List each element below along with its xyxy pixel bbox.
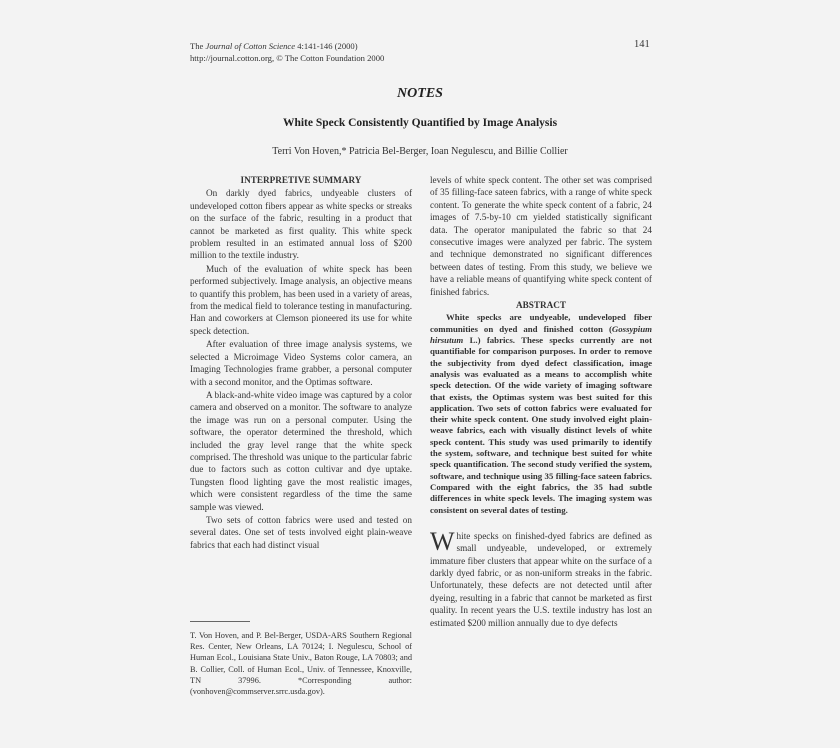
summary-continuation: levels of white speck content. The other set was comprised of 35 filling-face sateen fabrics, with a range of white speck content. To generate the white speck content of a fabric, 24 images of 7.5-by-10 cm yielded statistically significant data. The operator manipulated the fabric so that 24 consecutive images were analyzed per fabric. The system and technique demonstrated no significant differences between dates of testing. From this study, we believe we have a reliable means of quantifying white speck content of finished fabrics. (430, 175, 652, 297)
left-column (190, 174, 412, 552)
summary-paragraph: On darkly dyed fabrics, undyeable clusters of undeveloped cotton fibers appear as white specks or streaks on the surface of the fabric, resulting in a product that cannot be marketed as first quality. This white speck problem resulted in an estimated annual loss of $200 million to the textile industry. (190, 188, 412, 261)
summary-paragraph: After evaluation of three image analysis systems, we selected a Microimage Video Systems color camera, an Imaging Technologies frame grabber, a personal computer with a second monitor, and the Optimas software. (190, 339, 412, 387)
author-list: Terri Von Hoven,* Patricia Bel-Berger, Ioan Negulescu, and Billie Collier (272, 146, 568, 157)
section-label: NOTES (397, 86, 443, 101)
citation-line: The Journal of Cotton Science 4:141-146 (2000) (190, 41, 358, 51)
author-affiliations-footnote: T. Von Hoven, and P. Bel-Berger, USDA-ARS Southern Regional Res. Center, New Orleans, LA 70124; I. Negulescu, School of Human Ecol., Louisiana State Univ., Baton Rouge, LA 70803; and B. Collier, Coll. of Human Ecol., Univ. of Tennessee, Knoxville, TN 37996. *Corresponding author: (vonhoven@commserver.srrc.usda.gov). (190, 631, 412, 697)
interpretive-summary-heading: INTERPRETIVE SUMMARY (240, 175, 362, 185)
abstract-body (430, 312, 652, 515)
intro-paragraph: White specks on finished-dyed fabrics are defined as small undyeable, undeveloped, or extremely immature fiber clusters that appear white on the surface of a darkly dyed fabric, or as non-uniform streaks in the fabric. Unfortunately, these defects are not detected until after dyeing, resulting in a fabric that cannot be marketed as first quality. In recent years the U.S. textile industry has lost an estimated $200 million annually due to dye defects (430, 526, 652, 628)
abstract-paragraph: White specks are undyeable, undeveloped fiber communities on dyed and finished cotton (Gossypium hirsutum L.) fabrics. These specks currently are not quantifiable for comparison purposes. In order to remove the subjectivity from dyed defect classification, image analysis was evaluated as a means to accomplish white speck detection. Of the wide variety of imaging software that exists, the Optimas system was best suited for this application. Two sets of cotton fabrics were evaluated for their white speck content. One study involved eight plain-weave fabrics, each with visually distinct levels of white speck content. This study was used primarily to identify the system, software, and technique best suited for white speck quantification. The second study verified the system, software, and technique using 35 filling-face sateen fabrics. Compared with the eight fabrics, the 35 had subtle differences in white speck levels. The imaging system was consistent on several dates of testing. (430, 312, 652, 515)
running-header (190, 40, 490, 64)
species-name: Gossypium hirsutum (430, 323, 652, 346)
summary-paragraph: A black-and-white video image was captured by a color camera and observed on a monitor. The software to analyze the image was run on a personal computer. Using the software, the operator determined the threshold, which included the gray level range that the white speck comprised. The threshold was unique to the particular fabric due to factors such as cotton cultivar and dye uptake. Tungsten flood lighting gave the most realistic images, which were consistent regardless of the time the same sample was viewed. (190, 389, 412, 512)
footnote-divider (190, 621, 250, 622)
summary-paragraph: Two sets of cotton fabrics were used and tested on several dates. One set of tests involved eight plain-weave fabrics that each had distinct visual (190, 514, 412, 550)
introduction (430, 526, 652, 629)
page-number: 141 (634, 39, 650, 50)
drop-cap: W (430, 526, 455, 556)
summary-paragraph: Much of the evaluation of white speck has been performed subjectively. Image analysis, an objective means to quantify this problem, has been used in a variety of areas, from the medical field to tolerance testing in manufacturing. Han and coworkers at Clemson pioneered its use for white speck detection. (190, 263, 412, 336)
right-column (430, 174, 652, 630)
abstract-heading: ABSTRACT (515, 300, 567, 311)
journal-name: Journal of Cotton Science (205, 41, 296, 51)
journal-url-line: http://journal.cotton.org, © The Cotton Foundation 2000 (190, 53, 385, 63)
article-title: White Speck Consistently Quantified by Image Analysis (282, 117, 558, 129)
